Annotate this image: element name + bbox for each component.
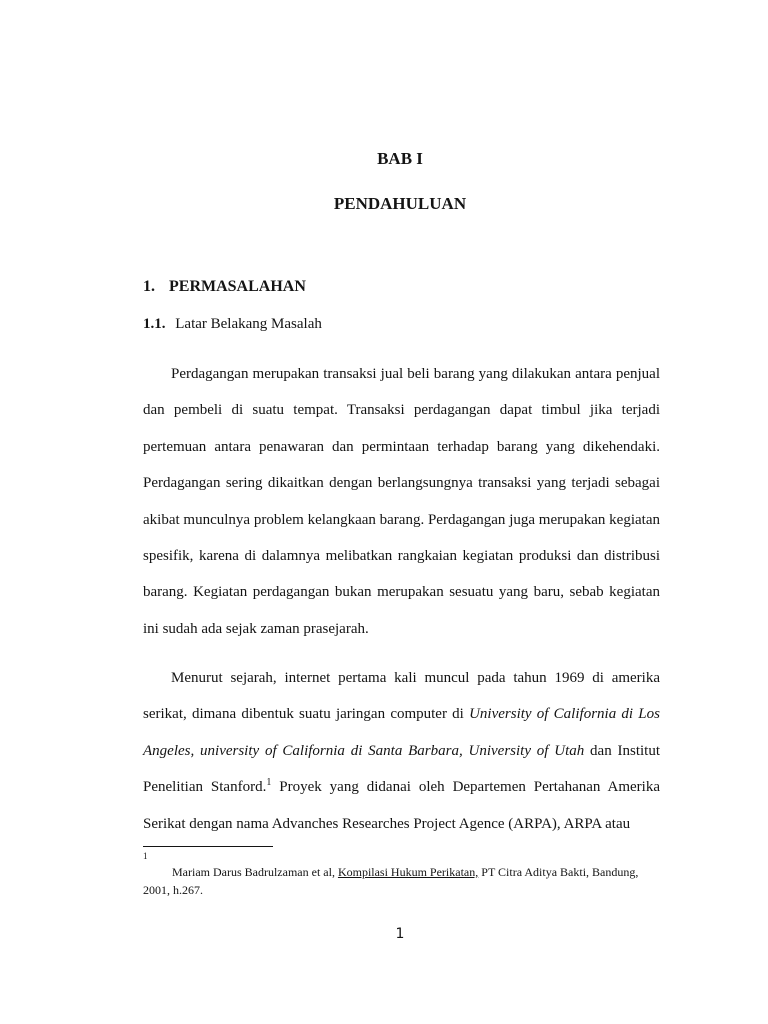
paragraph-2-text-c: Proyek yang didanai oleh Departemen Pertahanan Amerika Serikat dengan nama Advanches Researches Project Agence (ARPA), ARPA atau xyxy=(143,779,660,832)
paragraph-1: Perdagangan merupakan transaksi jual beli barang yang dilakukan antara penjual dan pembeli di suatu tempat. Transaksi perdagangan dapat timbul jika terjadi pertemuan antara penawaran dan permintaan terhadap barang yang dikehendaki. Perdagangan sering dikaitkan dengan berlangsungnya transaksi yang terjadi sebagai akibat munculnya problem kelangkaan barang. Perdagangan juga merupakan kegiatan spesifik, karena di dalamnya melibatkan rangkaian kegiatan produksi dan distribusi barang. Kegiatan perdagangan bukan merupakan sesuatu yang baru, sebab kegiatan ini sudah ada sejak zaman prasejarah. xyxy=(143,366,660,637)
footnote-text xyxy=(143,863,663,899)
section-heading xyxy=(143,278,306,296)
footnote-reference[interactable]: 1 xyxy=(266,777,272,789)
chapter-title: PENDAHULUAN xyxy=(333,194,467,213)
page-number: 1 xyxy=(395,926,405,942)
paragraph-2 xyxy=(143,660,660,842)
footnote-marker: 1 xyxy=(143,851,148,861)
footnote-separator xyxy=(143,846,273,847)
subsection-heading xyxy=(143,316,322,333)
chapter-number: BAB I xyxy=(377,149,423,168)
paragraph-2-universities: University of California di Los Angeles, university of California di Santa Barbara, University of Utah xyxy=(143,706,660,759)
paragraph-2-text-a: Menurut sejarah, internet pertama kali muncul pada tahun 1969 di amerika serikat, dimana dibentuk suatu jaringan computer di xyxy=(143,670,660,723)
footnote-publisher: PT Citra Aditya Bakti, Bandung, 2001, h.267. xyxy=(143,865,639,897)
footnote-book-title: Kompilasi Hukum Perikatan, xyxy=(337,865,479,879)
footnote-author: Mariam Darus Badrulzaman et al, xyxy=(172,865,338,879)
subsection-number: 1.1. xyxy=(143,316,166,332)
paragraph-2-text-b: dan Institut Penelitian Stanford. xyxy=(143,742,660,796)
section-title: PERMASALAHAN xyxy=(169,278,306,295)
subsection-title: Latar Belakang Masalah xyxy=(175,316,322,332)
section-number: 1. xyxy=(143,278,155,295)
